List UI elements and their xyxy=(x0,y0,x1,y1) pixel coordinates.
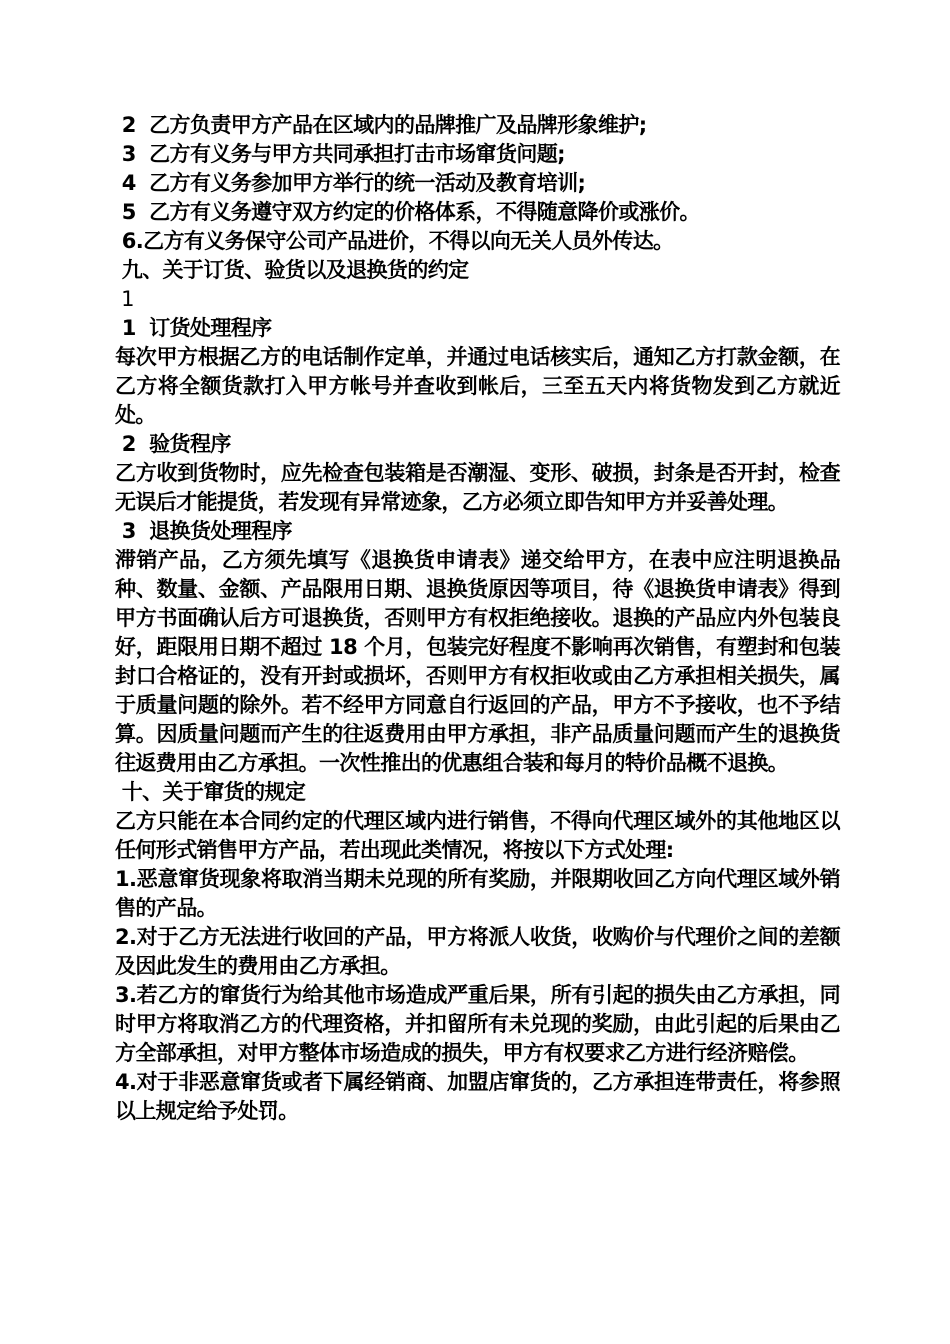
penalty-item-2: 2.对于乙方无法进行收回的产品，甲方将派人收货，收购价与代理价之间的差额及因此发生的费用由乙方承担。 xyxy=(115,925,840,978)
clause-item-6: 6.乙方有义务保守公司产品进价，不得以向无关人员外传达。 xyxy=(115,229,674,253)
subheading-inspection-procedure: 2 验货程序 xyxy=(115,432,231,456)
penalty-item-3: 3.若乙方的窜货行为给其他市场造成严重后果，所有引起的损失由乙方承担，同时甲方将取消乙方的代理资格，并扣留所有未兑现的奖励，由此引起的后果由乙方全部承担，对甲方整体市场造成的损失，甲方有权要求乙方进行经济赔偿。 xyxy=(115,983,840,1065)
penalty-item-4: 4.对于非恶意窜货或者下属经销商、加盟店窜货的，乙方承担连带责任，将参照以上规定给予处罚。 xyxy=(115,1070,840,1123)
stray-number: 1 xyxy=(115,287,134,311)
penalty-item-1: 1.恶意窜货现象将取消当期未兑现的所有奖励，并限期收回乙方向代理区域外销售的产品。 xyxy=(115,867,840,920)
order-procedure-text: 每次甲方根据乙方的电话制作定单，并通过电话核实后，通知乙方打款金额，在乙方将全额货款打入甲方帐号并查收到帐后，三至五天内将货物发到乙方就近处。 xyxy=(115,345,840,427)
return-procedure-text: 滞销产品，乙方须先填写《退换货申请表》递交给甲方，在表中应注明退换品种、数量、金额、产品限用日期、退换货原因等项目，待《退换货申请表》得到甲方书面确认后方可退换货，否则甲方有权拒绝接收。退换的产品应内外包装良好，距限用日期不超过 18 个月，包装完好程度不影响再次销售，有塑封和包装封口合格证的，没有开封或损坏，否则甲方有权拒收或由乙方承担相关损失，属于质量问题的除外。若不经甲方同意自行返回的产品，甲方不予接收，也不予结算。因质量问题而产生的往返费用由甲方承担，非产品质量问题而产生的退换货往返费用由乙方承担。一次性推出的优惠组合装和每月的特价品概不退换。 xyxy=(115,548,840,775)
document-body xyxy=(115,111,840,1126)
cross-region-sales-intro: 乙方只能在本合同约定的代理区域内进行销售，不得向代理区域外的其他地区以任何形式销售甲方产品，若出现此类情况，将按以下方式处理: xyxy=(115,809,840,862)
section-heading-10: 十、关于窜货的规定 xyxy=(115,780,306,804)
clause-item-2: 2 乙方负责甲方产品在区域内的品牌推广及品牌形象维护; xyxy=(115,113,647,137)
clause-item-5: 5 乙方有义务遵守双方约定的价格体系，不得随意降价或涨价。 xyxy=(115,200,700,224)
subheading-order-procedure: 1 订货处理程序 xyxy=(115,316,272,340)
section-heading-9: 九、关于订货、验货以及退换货的约定 xyxy=(115,258,469,282)
subheading-return-procedure: 3 退换货处理程序 xyxy=(115,519,292,543)
clause-item-4: 4 乙方有义务参加甲方举行的统一活动及教育培训; xyxy=(115,171,586,195)
clause-item-3: 3 乙方有义务与甲方共同承担打击市场窜货问题; xyxy=(115,142,565,166)
inspection-procedure-text: 乙方收到货物时，应先检查包装箱是否潮湿、变形、破损，封条是否开封，检查无误后才能提货，若发现有异常迹象，乙方必须立即告知甲方并妥善处理。 xyxy=(115,461,840,514)
